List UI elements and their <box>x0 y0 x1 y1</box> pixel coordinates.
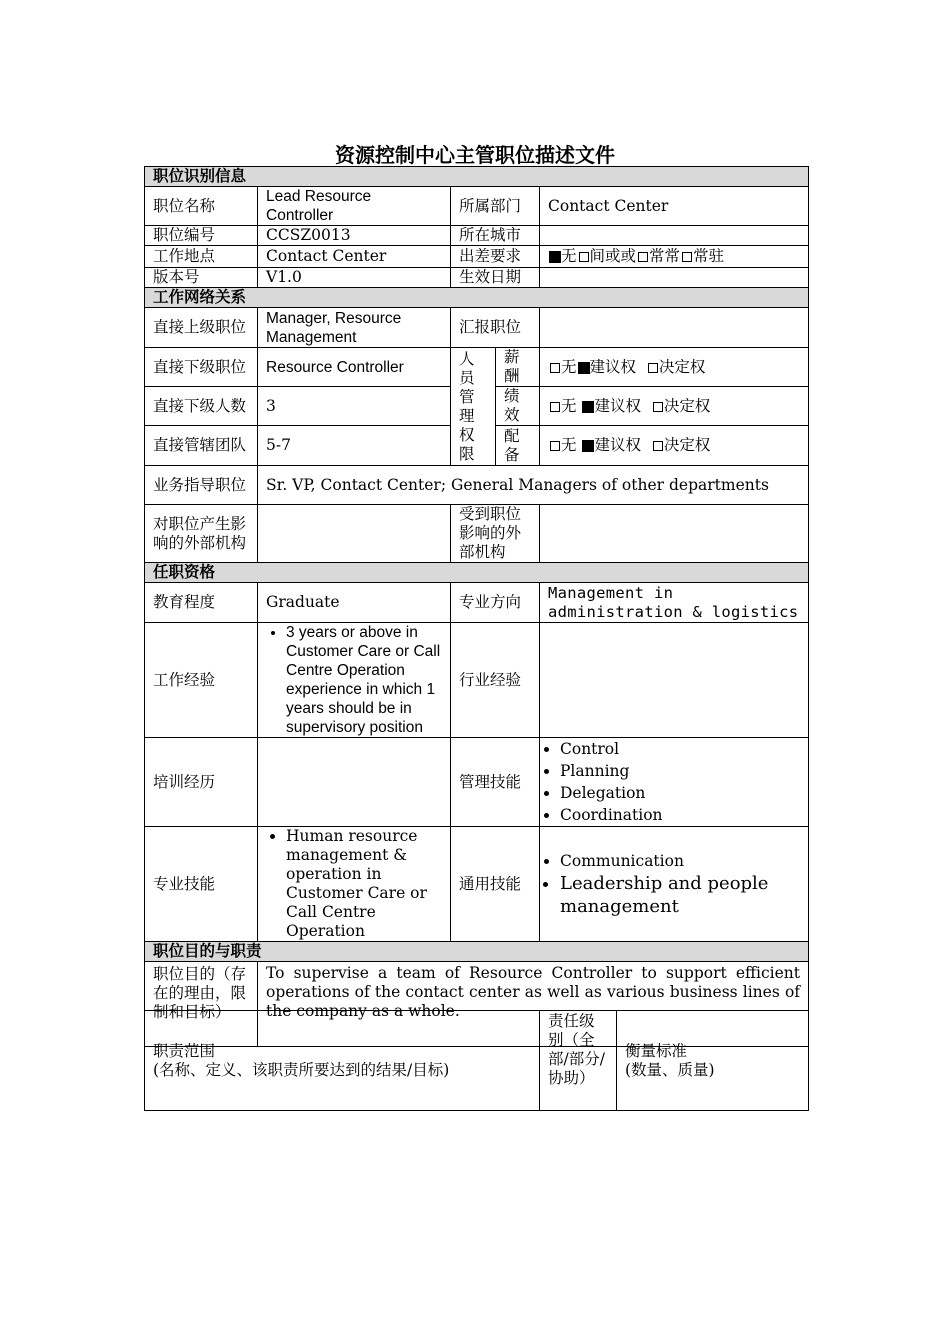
education-label: 教育程度 <box>145 583 258 623</box>
travel-options: 无 间或或 常常 常驻 <box>540 246 809 268</box>
allocation-option-decide: 决定权 <box>663 436 711 454</box>
scope-cell <box>145 1011 540 1111</box>
scope-label: 职责范围 <box>153 1041 216 1060</box>
mgmt-skills-cell <box>540 738 809 827</box>
location-label: 工作地点 <box>145 246 258 268</box>
performance-option-none: 无 <box>561 396 577 415</box>
travel-option-none: 无 <box>561 247 577 265</box>
department-value: Contact Center <box>540 187 809 226</box>
major-label: 专业方向 <box>451 583 540 623</box>
travel-checkbox-often[interactable] <box>638 252 648 262</box>
version-label: 版本号 <box>145 268 258 288</box>
version-value: V1.0 <box>258 268 451 288</box>
position-code-value: CCSZ0013 <box>258 226 451 246</box>
general-skills-label: 通用技能 <box>451 827 540 942</box>
industry-label: 行业经验 <box>451 623 540 738</box>
guide-label: 业务指导职位 <box>145 466 258 505</box>
location-value: Contact Center <box>258 246 451 268</box>
general-skills-cell <box>540 827 809 942</box>
pro-skills-cell <box>258 827 451 942</box>
job-description-table <box>144 166 809 1047</box>
general-skill-item: • Communication <box>560 850 800 872</box>
allocation-checkbox-suggest[interactable] <box>583 441 593 451</box>
superior-label: 直接上级职位 <box>145 308 258 348</box>
measure-cell <box>617 1011 809 1111</box>
travel-checkbox-resident[interactable] <box>682 252 692 262</box>
position-name-label: 职位名称 <box>145 187 258 226</box>
performance-label: 绩效 <box>496 387 540 426</box>
level-label: 责任级别（全部/部分/协助） <box>540 1011 617 1111</box>
page-title: 资源控制中心主管职位描述文件 <box>335 143 615 167</box>
team-value: 5-7 <box>258 426 451 466</box>
mgmt-skill-item: • Planning <box>560 760 800 782</box>
team-label: 直接管辖团队 <box>145 426 258 466</box>
allocation-option-none: 无 <box>561 436 577 454</box>
travel-label: 出差要求 <box>451 246 540 268</box>
pro-skill-item: • Human resource management & operation in Customer Care or Call Centre Operation <box>286 827 446 941</box>
allocation-label: 配备 <box>496 426 540 466</box>
performance-checkbox-decide[interactable] <box>653 402 663 412</box>
city-label: 所在城市 <box>451 226 540 246</box>
general-skill-item: • Leadership and people management <box>560 872 800 918</box>
allocation-authority <box>540 426 809 466</box>
section-purpose: 职位目的与职责 <box>145 942 809 962</box>
training-value <box>258 738 451 827</box>
ext-influence-label: 对职位产生影响的外部机构 <box>145 505 258 563</box>
salary-label: 薪酬 <box>496 348 540 387</box>
education-value: Graduate <box>258 583 451 623</box>
mgmt-skills-label: 管理技能 <box>451 738 540 827</box>
salary-checkbox-suggest[interactable] <box>579 363 589 373</box>
effective-date-label: 生效日期 <box>451 268 540 288</box>
performance-checkbox-suggest[interactable] <box>583 402 593 412</box>
mgmt-skill-item: • Coordination <box>560 804 800 826</box>
subordinate-label: 直接下级职位 <box>145 348 258 387</box>
salary-option-suggest: 建议权 <box>589 357 637 376</box>
travel-option-often: 常常 <box>649 247 681 265</box>
measure-label: 衡量标准 <box>625 1041 688 1060</box>
salary-option-decide: 决定权 <box>658 357 706 376</box>
experience-cell <box>258 623 451 738</box>
report-label: 汇报职位 <box>451 308 540 348</box>
travel-option-occasional: 间或 <box>589 247 621 265</box>
pro-skills-label: 专业技能 <box>145 827 258 942</box>
allocation-checkbox-none[interactable] <box>550 441 560 451</box>
salary-authority <box>540 348 809 387</box>
performance-checkbox-none[interactable] <box>550 402 560 412</box>
travel-checkbox-none[interactable] <box>550 252 560 262</box>
measure-desc: (数量、质量) <box>625 1060 715 1079</box>
performance-authority <box>540 387 809 426</box>
section-identification: 职位识别信息 <box>145 167 809 187</box>
purpose-label: 职位目的（存在的理由，限制和目标） <box>145 962 258 1047</box>
mgmt-skill-item: • Delegation <box>560 782 800 804</box>
superior-value: Manager, Resource Management <box>258 308 451 348</box>
performance-option-suggest: 建议权 <box>594 396 641 415</box>
industry-value <box>540 623 809 738</box>
sub-count-label: 直接下级人数 <box>145 387 258 426</box>
ext-affected-value <box>540 505 809 563</box>
allocation-checkbox-decide[interactable] <box>653 441 663 451</box>
allocation-option-suggest: 建议权 <box>594 436 641 454</box>
experience-label: 工作经验 <box>145 623 258 738</box>
ext-affected-label: 受到职位影响的外部机构 <box>451 505 540 563</box>
major-value: Management in administration & logistics <box>540 583 809 623</box>
hr-authority-label: 人员管理权限 <box>451 348 496 466</box>
training-label: 培训经历 <box>145 738 258 827</box>
report-value <box>540 308 809 348</box>
salary-checkbox-none[interactable] <box>550 363 560 373</box>
salary-checkbox-decide[interactable] <box>648 363 658 373</box>
travel-option-resident: 常驻 <box>693 247 725 265</box>
performance-option-decide: 决定权 <box>663 396 711 415</box>
subordinate-value: Resource Controller <box>258 348 451 387</box>
section-qualification: 任职资格 <box>145 563 809 583</box>
city-value <box>540 226 809 246</box>
guide-value: Sr. VP, Contact Center; General Managers of other departments <box>258 466 809 505</box>
salary-option-none: 无 <box>561 357 577 376</box>
travel-checkbox-occasional[interactable] <box>579 252 589 262</box>
position-code-label: 职位编号 <box>145 226 258 246</box>
responsibility-header-table <box>144 1010 809 1111</box>
position-name-value: Lead Resource Controller <box>258 187 451 226</box>
effective-date-value <box>540 268 809 288</box>
department-label: 所属部门 <box>451 187 540 226</box>
experience-item: • 3 years or above in Customer Care or Call Centre Operation experience in which 1 years should be in supervisory position <box>286 623 446 737</box>
scope-desc: (名称、定义、该职责所要达到的结果/目标) <box>153 1060 450 1079</box>
section-network: 工作网络关系 <box>145 288 809 308</box>
purpose-text: To supervise a team of Resource Controller to support efficient operations of the contact center as well as various business lines of the company as a whole. <box>258 962 809 1047</box>
sub-count-value: 3 <box>258 387 451 426</box>
ext-influence-value <box>258 505 451 563</box>
mgmt-skill-item: • Control <box>560 738 800 760</box>
